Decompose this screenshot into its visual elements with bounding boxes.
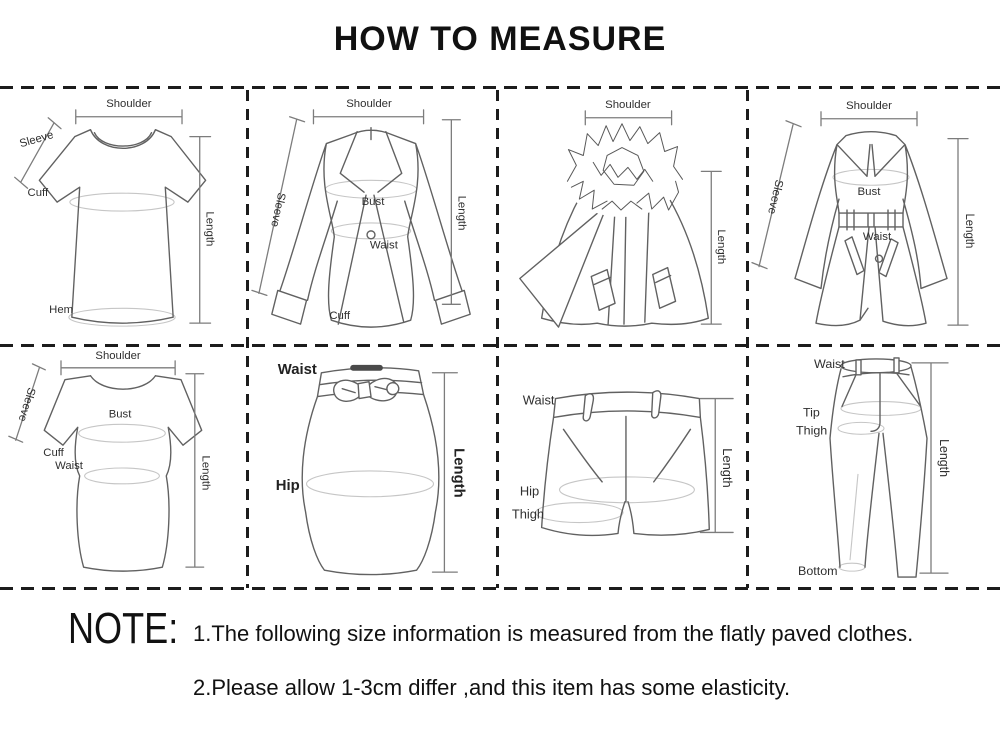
label-thigh: Thigh <box>796 423 828 438</box>
label-cuff: Cuff <box>27 187 49 200</box>
label-waist: Waist <box>862 230 892 243</box>
label-length: Length <box>936 439 952 478</box>
dress-outline <box>44 376 201 571</box>
pants-outline <box>830 367 927 577</box>
label-shoulder: Shoulder <box>846 99 892 112</box>
tshirt-outline <box>39 130 205 323</box>
panel-blazer <box>248 90 494 342</box>
label-waist: Waist <box>369 239 398 252</box>
page-title: HOW TO MEASURE <box>333 20 667 58</box>
label-shoulder: Shoulder <box>106 97 152 110</box>
panel-fur-collar-coat <box>498 90 744 342</box>
label-thigh: Thigh <box>511 506 545 522</box>
grid-line-horizontal-bottom <box>0 587 1000 590</box>
label-length: Length <box>715 229 728 265</box>
label-shoulder: Shoulder <box>346 97 392 110</box>
label-sleeve: Sleeve <box>765 178 785 216</box>
dress-illustration <box>0 347 244 586</box>
label-length: Length <box>455 195 468 231</box>
pants-illustration <box>748 347 1000 586</box>
note-heading: NOTE: <box>68 604 179 653</box>
label-length: Length <box>962 213 976 249</box>
panel-dress <box>0 347 244 586</box>
label-cuff: Cuff <box>43 447 64 460</box>
label-bust: Bust <box>857 186 881 199</box>
shorts-outline <box>542 392 710 535</box>
label-cuff: Cuff <box>329 310 351 323</box>
panel-trench-coat <box>748 90 1000 342</box>
panel-skirt <box>248 347 494 586</box>
label-waist: Waist <box>55 459 83 472</box>
panel-pants <box>748 347 1000 586</box>
label-waist: Waist <box>277 361 317 378</box>
shorts-illustration <box>498 347 744 586</box>
note-line-2: 2.Please allow 1-3cm differ ,and this item has some elasticity. <box>193 675 791 700</box>
grid-line-horizontal-top <box>0 86 1000 89</box>
label-bottom: Bottom <box>798 564 838 579</box>
skirt-illustration <box>248 347 494 586</box>
label-length: Length <box>203 211 216 247</box>
label-length: Length <box>199 455 212 491</box>
label-sleeve: Sleeve <box>268 191 288 228</box>
panel-tshirt <box>0 90 244 342</box>
label-bust: Bust <box>108 408 132 421</box>
label-shoulder: Shoulder <box>95 349 141 362</box>
trench-outline <box>795 132 947 326</box>
label-hem: Hem <box>49 304 74 317</box>
fur-coat-illustration <box>498 90 744 342</box>
label-waist: Waist <box>814 356 845 371</box>
tshirt-illustration <box>0 90 244 342</box>
label-tip: Tip <box>803 405 820 420</box>
label-hip: Hip <box>519 483 540 499</box>
label-sleeve: Sleeve <box>15 385 38 423</box>
label-sleeve: Sleeve <box>18 129 55 151</box>
label-length: Length <box>450 448 467 498</box>
label-waist: Waist <box>522 392 555 408</box>
label-length: Length <box>720 448 736 488</box>
trench-coat-illustration <box>748 90 1000 342</box>
label-hip: Hip <box>275 477 300 494</box>
panel-shorts <box>498 347 744 586</box>
waistband-bar <box>350 365 383 371</box>
label-shoulder: Shoulder <box>605 98 651 111</box>
blazer-illustration <box>248 90 494 342</box>
blazer-outline <box>280 128 463 327</box>
label-bust: Bust <box>361 196 385 209</box>
note-line-1: 1.The following size information is measured from the flatly paved clothes. <box>193 621 914 646</box>
